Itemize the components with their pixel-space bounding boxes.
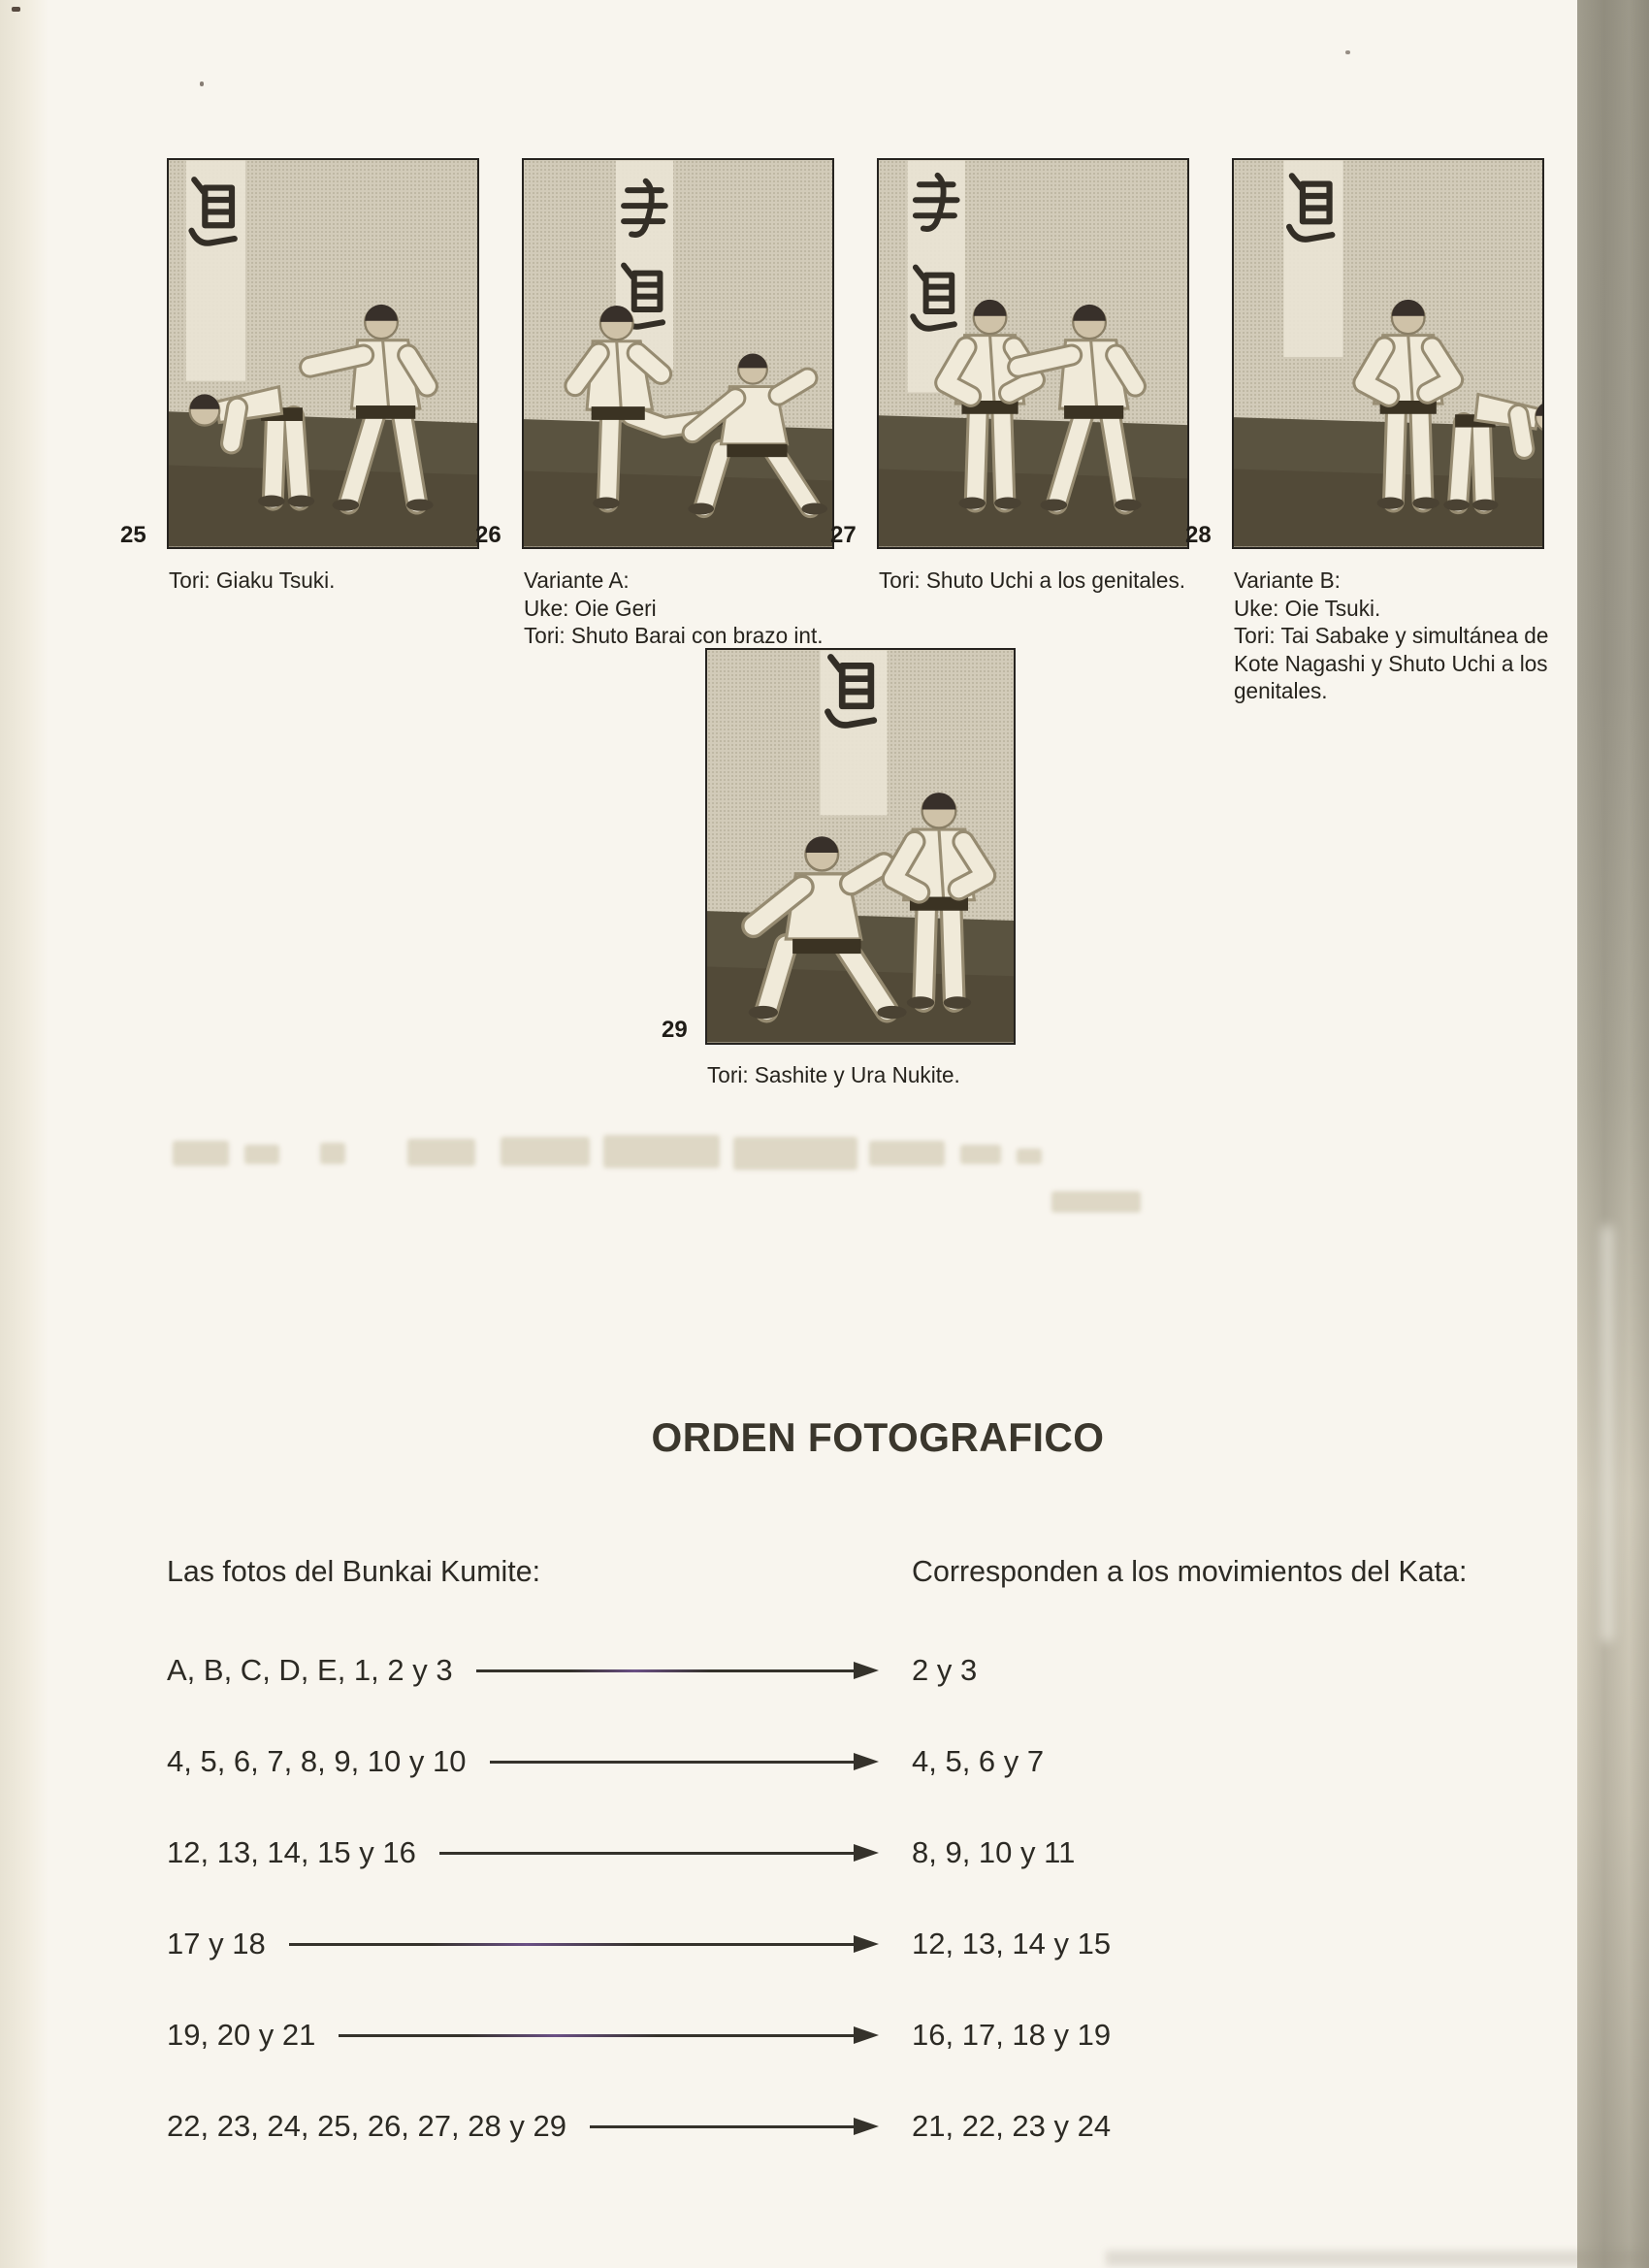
bunkai-photos-list: 19, 20 y 21	[167, 2018, 316, 2052]
mapping-row	[167, 1832, 1490, 1873]
photo-number-28: 28	[1185, 522, 1212, 548]
arrow-right-icon	[854, 2118, 879, 2135]
caption-line: Tori: Tai Sabake y simultánea de	[1234, 623, 1549, 648]
mapping-row	[167, 1650, 1490, 1691]
caption-line: Uke: Oie Geri	[524, 595, 657, 621]
arrow-right-icon	[854, 2026, 879, 2044]
arrow-right-icon	[854, 1935, 879, 1953]
photo-number-26: 26	[475, 522, 501, 548]
photo-caption-25	[169, 567, 335, 595]
mapping-row	[167, 1741, 1490, 1782]
photo-number-27: 27	[830, 522, 857, 548]
photo-caption-28	[1234, 567, 1548, 705]
arrow-line	[289, 1943, 854, 1946]
page-right-edge-shadow	[1577, 0, 1649, 2268]
caption-line: Variante B:	[1234, 567, 1341, 593]
mapping-arrow	[590, 2118, 879, 2135]
photo-25-illustration	[169, 160, 477, 547]
kanji-banner-do	[1283, 161, 1342, 357]
photo-25	[167, 158, 479, 549]
bunkai-photos-list: 22, 23, 24, 25, 26, 27, 28 y 29	[167, 2109, 566, 2143]
mapping-arrow	[339, 2026, 879, 2044]
section-title: ORDEN FOTOGRAFICO	[651, 1414, 1105, 1460]
bunkai-photos-list: 4, 5, 6, 7, 8, 9, 10 y 10	[167, 1744, 467, 1778]
scan-artifact	[1106, 2251, 1649, 2266]
photo-caption-26	[524, 567, 823, 650]
arrow-line	[590, 2125, 854, 2128]
mapping-row	[167, 2106, 1490, 2147]
mapping-arrow	[289, 1935, 879, 1953]
caption-line: Kote Nagashi y Shuto Uchi a los	[1234, 650, 1548, 676]
scan-speck	[200, 81, 204, 86]
mapping-row	[167, 1924, 1490, 1964]
photo-27-illustration	[879, 160, 1187, 547]
kata-movements-list: 8, 9, 10 y 11	[912, 1835, 1076, 1869]
bunkai-photos-list: 12, 13, 14, 15 y 16	[167, 1835, 416, 1869]
mapping-arrow	[490, 1753, 880, 1770]
arrow-right-icon	[854, 1753, 879, 1770]
arrow-line	[476, 1669, 854, 1672]
right-column-header: Corresponden a los movimientos del Kata:	[912, 1554, 1468, 1588]
page-left-edge-shadow	[0, 0, 48, 2268]
caption-line: genitales.	[1234, 678, 1328, 703]
kanji-banner-do	[821, 651, 888, 816]
photo-number-29: 29	[662, 1017, 688, 1043]
mapping-row	[167, 2015, 1490, 2056]
kanji-banner-do	[186, 161, 245, 381]
bunkai-photos-list: 17 y 18	[167, 1927, 266, 1960]
caption-line: Tori: Shuto Uchi a los genitales.	[879, 567, 1186, 593]
photo-29-illustration	[707, 650, 1014, 1043]
caption-line: Uke: Oie Tsuki.	[1234, 595, 1381, 621]
mapping-arrow	[476, 1662, 879, 1679]
arrow-line	[339, 2034, 854, 2037]
kata-movements-list: 2 y 3	[912, 1653, 978, 1687]
caption-line: Tori: Giaku Tsuki.	[169, 567, 336, 593]
left-column-header: Las fotos del Bunkai Kumite:	[167, 1554, 541, 1588]
mapping-arrow	[439, 1844, 879, 1862]
scan-speck	[1345, 50, 1350, 54]
arrow-line	[490, 1761, 855, 1764]
photo-caption-29	[707, 1061, 960, 1089]
photo-26	[522, 158, 834, 549]
arrow-right-icon	[854, 1844, 879, 1862]
caption-line: Variante A:	[524, 567, 630, 593]
photo-29	[705, 648, 1016, 1045]
scan-speck	[12, 7, 20, 12]
caption-line: Tori: Shuto Barai con brazo int.	[524, 623, 824, 648]
photo-28	[1232, 158, 1544, 549]
kata-movements-list: 4, 5, 6 y 7	[912, 1744, 1045, 1778]
kata-movements-list: 16, 17, 18 y 19	[912, 2018, 1112, 2052]
photo-caption-27	[879, 567, 1185, 595]
photo-28-illustration	[1234, 160, 1542, 547]
kata-movements-list: 21, 22, 23 y 24	[912, 2109, 1112, 2143]
photo-27	[877, 158, 1189, 549]
bunkai-photos-list: A, B, C, D, E, 1, 2 y 3	[167, 1653, 453, 1687]
arrow-right-icon	[854, 1662, 879, 1679]
photo-number-25: 25	[120, 522, 146, 548]
caption-line: Tori: Sashite y Ura Nukite.	[707, 1062, 960, 1087]
arrow-line	[439, 1852, 854, 1855]
photo-26-illustration	[524, 160, 832, 547]
kata-movements-list: 12, 13, 14 y 15	[912, 1927, 1112, 1960]
